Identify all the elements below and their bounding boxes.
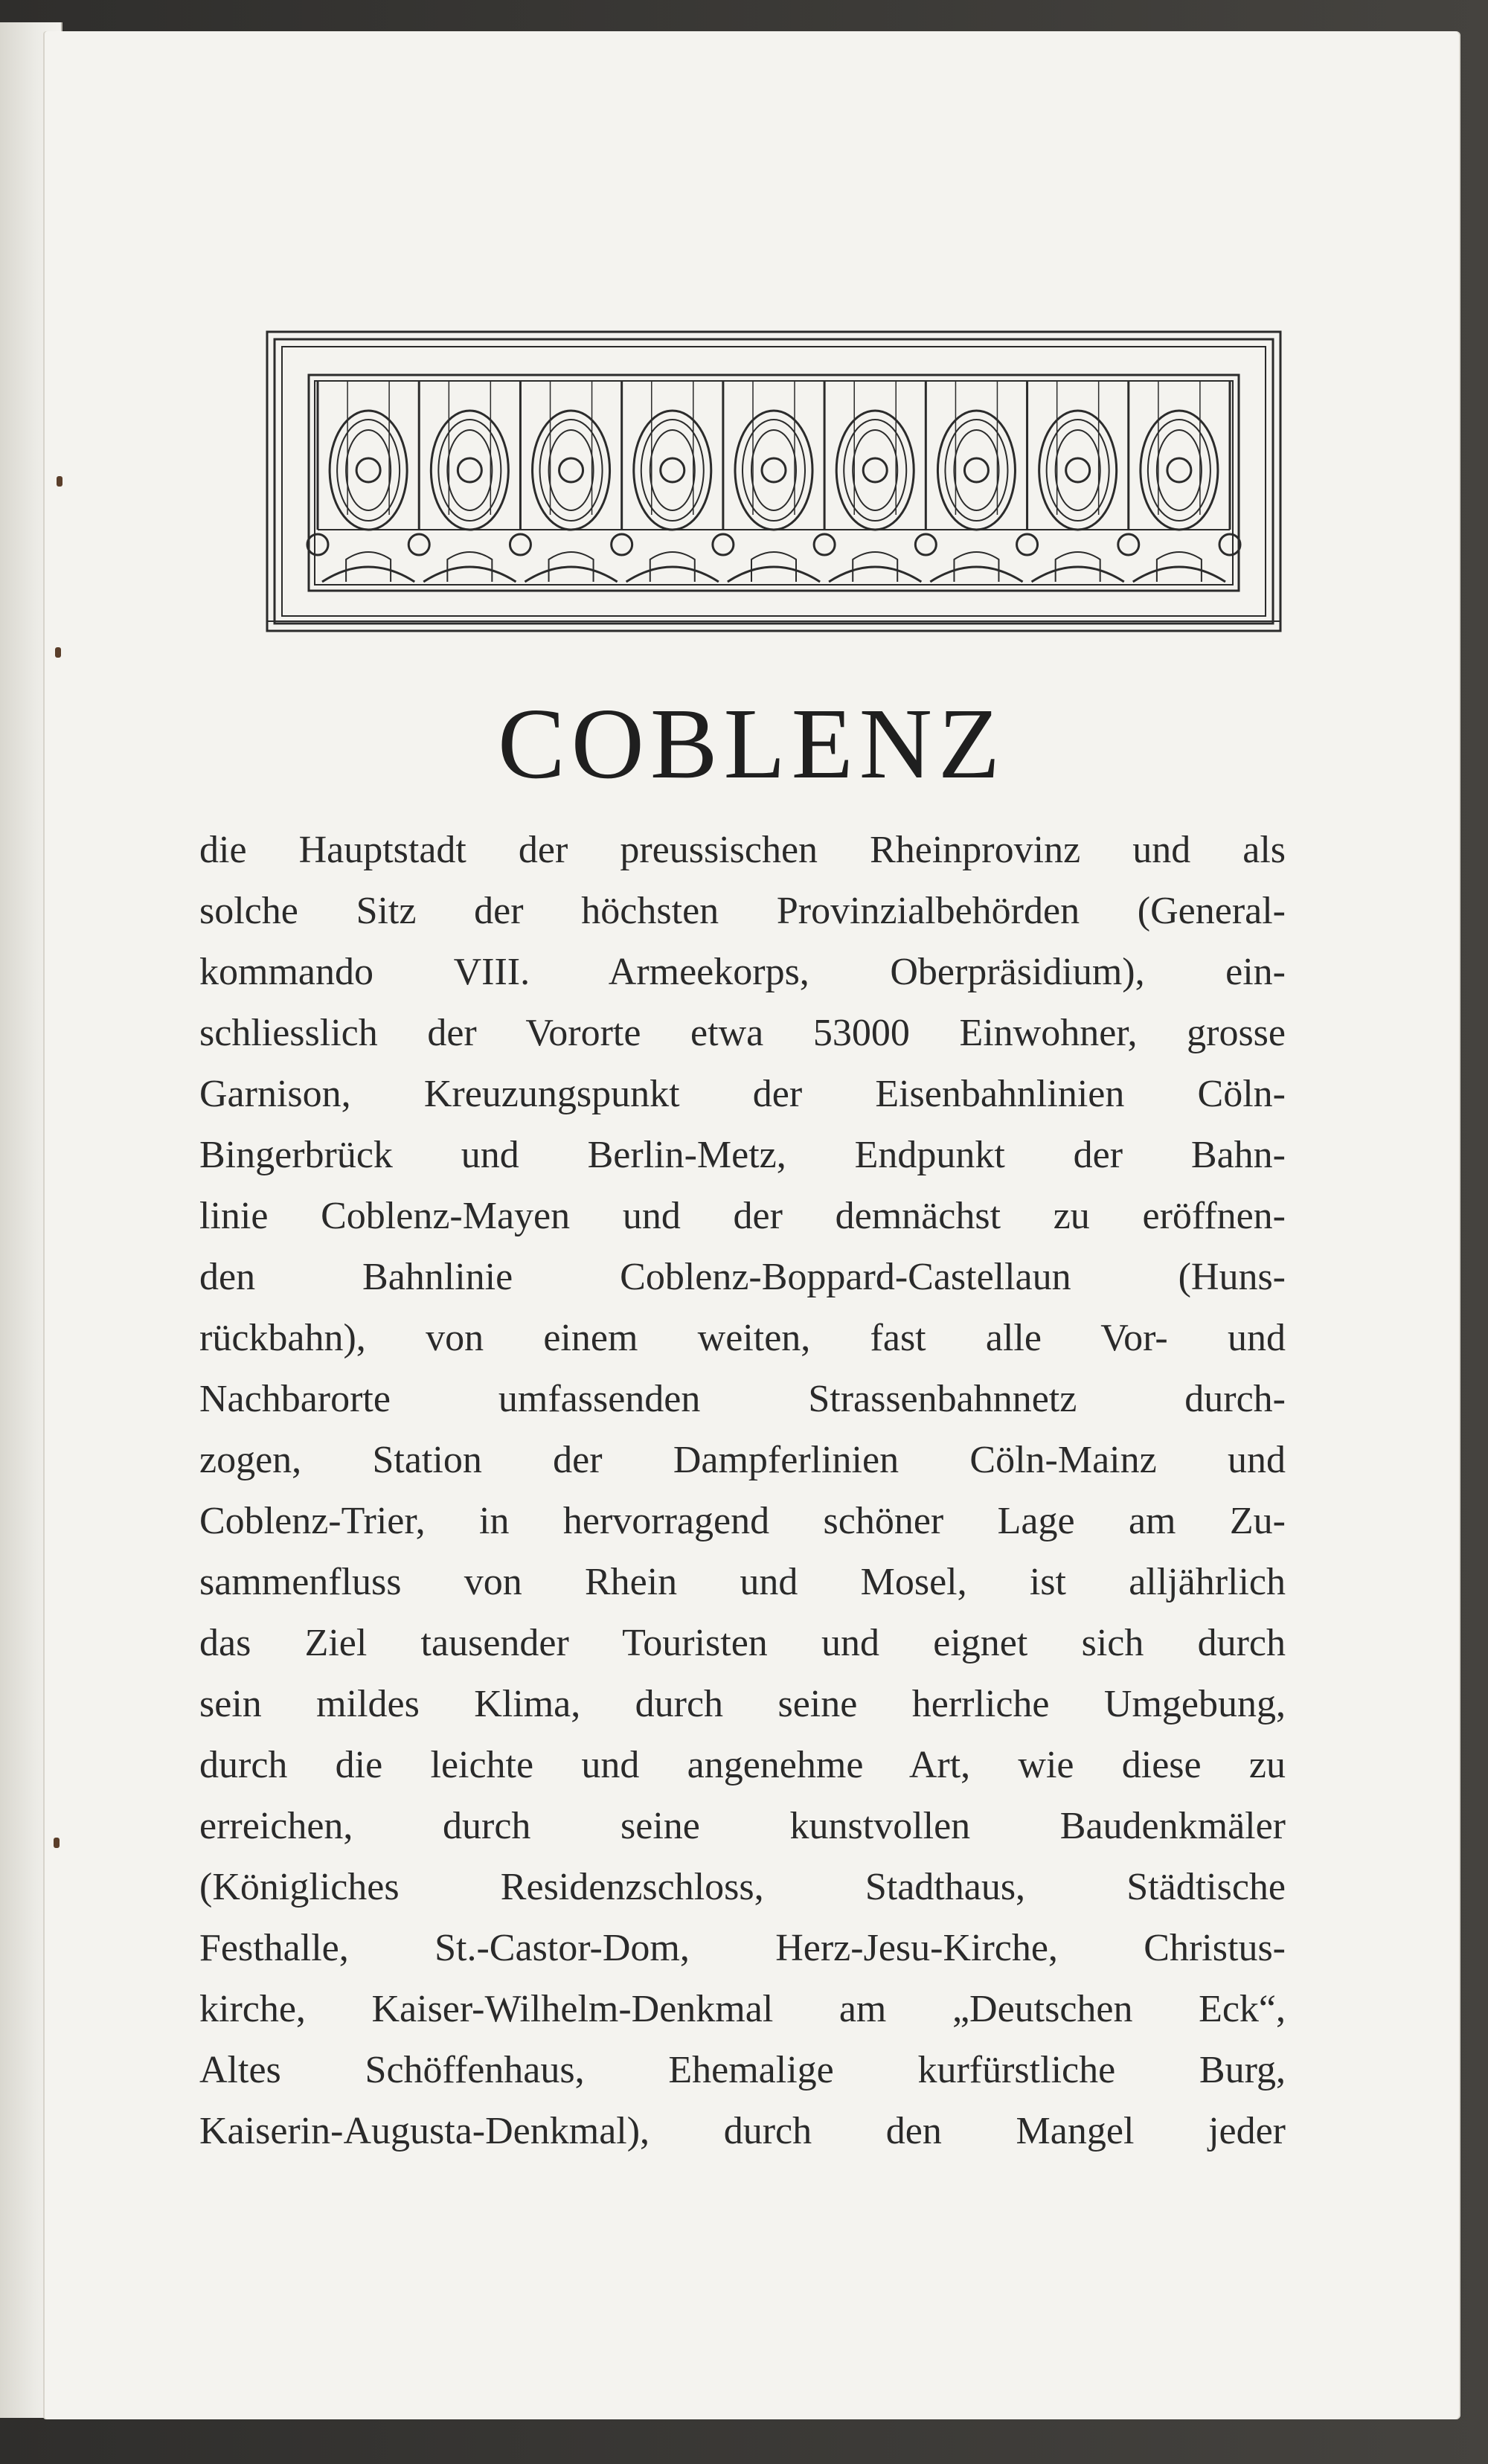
text-line: schliesslich der Vororte etwa 53000 Einwohner, grosse [199, 1012, 1286, 1054]
text-line: die Hauptstadt der preussischen Rheinprovinz und als [199, 829, 1286, 871]
text-line: (Königliches Residenzschloss, Stadthaus, Städtische [199, 1866, 1286, 1908]
text-line: Kaiserin-Augusta-Denkmal), durch den Mangel jeder [199, 2110, 1286, 2152]
text-line: Nachbarorte umfassenden Strassenbahnnetz durch- [199, 1378, 1286, 1420]
page-title: COBLENZ [497, 688, 1007, 800]
text-line: Garnison, Kreuzungspunkt der Eisenbahnlinien Cöln- [199, 1073, 1286, 1115]
ink-speck [55, 647, 61, 658]
text-line: kommando VIII. Armeekorps, Oberpräsidium), ein- [199, 951, 1286, 993]
book-page [43, 31, 1460, 2419]
text-line: Altes Schöffenhaus, Ehemalige kurfürstliche Burg, [199, 2049, 1286, 2091]
decorative-header-ornament [264, 329, 1283, 634]
text-line: den Bahnlinie Coblenz-Boppard-Castellaun (Huns- [199, 1256, 1286, 1298]
text-line: Coblenz-Trier, in hervorragend schöner Lage am Zu- [199, 1500, 1286, 1542]
text-line: linie Coblenz-Mayen und der demnächst zu eröffnen- [199, 1195, 1286, 1237]
text-line: solche Sitz der höchsten Provinzialbehörden (General- [199, 890, 1286, 932]
body-paragraph [199, 820, 1286, 2162]
text-line: sammenfluss von Rhein und Mosel, ist alljährlich [199, 1561, 1286, 1603]
text-line: Bingerbrück und Berlin-Metz, Endpunkt der Bahn- [199, 1134, 1286, 1176]
text-line: das Ziel tausender Touristen und eignet sich durch [199, 1622, 1286, 1664]
text-line: sein mildes Klima, durch seine herrliche Umgebung, [199, 1683, 1286, 1725]
text-line: rückbahn), von einem weiten, fast alle Vor- und [199, 1317, 1286, 1359]
baluster-pattern [307, 381, 1240, 582]
text-line: kirche, Kaiser-Wilhelm-Denkmal am „Deutschen Eck“, [199, 1988, 1286, 2030]
ink-speck [54, 1838, 60, 1848]
text-line: zogen, Station der Dampferlinien Cöln-Mainz und [199, 1439, 1286, 1481]
ink-speck [57, 476, 62, 487]
text-line: Festhalle, St.-Castor-Dom, Herz-Jesu-Kirche, Christus- [199, 1927, 1286, 1969]
text-line: erreichen, durch seine kunstvollen Baudenkmäler [199, 1805, 1286, 1847]
text-line: durch die leichte und angenehme Art, wie diese zu [199, 1744, 1286, 1786]
